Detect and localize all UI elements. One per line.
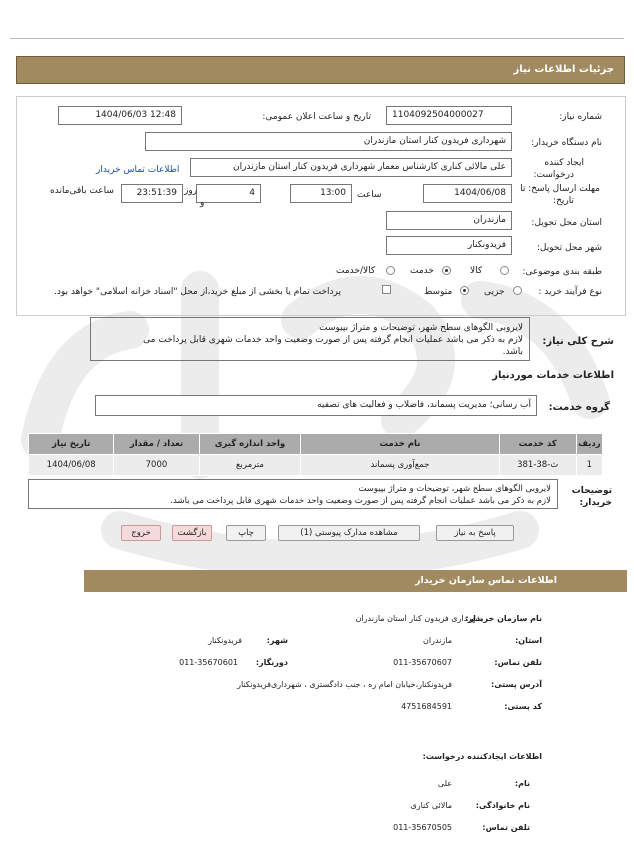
need-number-label: شماره نیاز: [559,112,602,122]
page-header [16,56,625,84]
contact-fax-label: دورنگار: [255,658,288,667]
creator-field: علی مالائی کناری کارشناس معمار شهرداری فریدون کنار استان مازندران [190,158,512,177]
contact-phone-label: تلفن تماس: [494,658,542,667]
remaining-label: ساعت باقی‌مانده [50,186,114,196]
contact-postal-label: کد پستی: [504,702,542,711]
process-radio-medium[interactable] [460,286,469,295]
treasury-payment-note: پرداخت تمام یا بخشی از مبلغ خرید،از محل "اسناد خزانه اسلامی" خواهد بود. [54,287,342,297]
and-label: و [200,198,205,208]
cell-unit: مترمربع [199,455,301,476]
cell-row: 1 [576,455,602,476]
col-unit: واحد اندازه گیری [199,434,301,455]
summary-label: شرح کلی نیاز: [542,336,614,347]
contact-postal-value: 4751684591 [401,702,452,711]
remaining-time-field: 23:51:39 [121,184,183,203]
deadline-label-1: مهلت ارسال پاسخ: تا [520,184,600,194]
reply-button[interactable]: پاسخ به نیاز [436,525,514,541]
process-radio-minor[interactable] [513,286,522,295]
deadline-date-field: 1404/06/08 [423,184,512,203]
summary-line-3: باشد. [502,347,523,357]
contact-org-value: شهرداری فریدون کنار استان مازندران [355,614,482,623]
top-divider [10,38,624,39]
exit-button[interactable]: خروج [121,525,161,541]
city-label: شهر محل تحویل: [536,243,602,253]
creator-label-2: درخواست: [533,170,574,180]
services-table [28,433,603,476]
contact-address-value: فریدونکنار،خیابان امام ره ، جنب دادگستری ، شهرداری‌فریدونکنار [237,680,452,689]
buyer-contact-link[interactable]: اطلاعات تماس خریدار [96,165,180,175]
contact-city-label: شهر: [266,636,288,645]
deadline-label-2: تاریخ: [553,196,574,206]
city-field: فریدونکنار [386,236,512,255]
print-button[interactable]: چاپ [226,525,266,541]
category-label: طبقه بندی موضوعی: [522,267,602,277]
service-group-label: گروه خدمت: [548,402,610,413]
creator-info-title: اطلاعات ایجادکننده درخواست: [422,752,542,761]
contact-address-label: آدرس پستی: [491,680,542,689]
contact-province-label: استان: [515,636,542,645]
creator-label-1: ایجاد کننده [544,158,584,168]
buyer-notes-label-1: توضیحات [571,486,612,496]
table-row [29,455,603,476]
col-service-name: نام خدمت [301,434,499,455]
creator-phone-value: 011-35670505 [393,823,452,832]
buyer-notes-box [28,479,558,509]
category-option-service: خدمت [410,266,434,276]
process-label: نوع فرآیند خرید : [538,287,602,297]
cell-service-name: جمع‌آوری پسماند [301,455,499,476]
buyer-notes-label-2: خریدار: [579,498,612,508]
contact-province-value: مازندران [423,636,452,645]
creator-phone-label: تلفن تماس: [482,823,530,832]
announce-date-label: تاریخ و ساعت اعلان عمومی: [262,112,371,122]
days-label: روز [184,186,198,196]
cell-need-date: 1404/06/08 [29,455,114,476]
cell-service-code: ث-38-381 [499,455,576,476]
cell-quantity: 7000 [114,455,199,476]
summary-line-1: لایروبی الگوهای سطح شهر، توضیحات و متراژ بپیوست [319,323,523,333]
page-title: جزئیات اطلاعات نیاز [513,64,614,75]
contact-fax-value: 011-35670601 [179,658,238,667]
category-radio-goods[interactable] [500,266,509,275]
creator-name-label: نام: [514,779,530,788]
remaining-days-field: 4 [196,184,261,203]
col-service-code: کد خدمت [499,434,576,455]
category-option-goods: کالا [470,266,483,276]
col-row: ردیف [576,434,602,455]
treasury-payment-checkbox[interactable] [382,285,391,294]
province-label: استان محل تحویل: [531,218,602,228]
back-button[interactable]: بازگشت [172,525,212,541]
services-info-title: اطلاعات خدمات موردنیاز [492,370,614,381]
contact-section-title: اطلاعات تماس سازمان خریدار [414,575,557,586]
category-radio-service[interactable] [442,266,451,275]
buyer-notes-line-1: لایروبی الگوهای سطح شهر، توضیحات و متراژ بپیوست [358,484,551,494]
buyer-org-field: شهرداری فریدون کنار استان مازندران [145,132,512,151]
deadline-time-label: ساعت [357,190,382,200]
summary-box [90,317,530,361]
process-option-medium: متوسط [424,287,453,297]
process-option-minor: جزیی [484,287,505,297]
table-header-row [29,434,603,455]
need-number-field: 1104092504000027 [386,106,512,125]
attachments-button[interactable]: مشاهده مدارک پیوستی (1) [278,525,420,541]
col-quantity: تعداد / مقدار [114,434,199,455]
contact-section-header [84,570,627,592]
creator-family-value: مالائی کناری [410,801,452,810]
buyer-org-label: نام دستگاه خریدار: [531,138,602,148]
contact-city-value: فریدونکنار [208,636,242,645]
province-field: مازندران [386,211,512,230]
buyer-notes-line-2: لازم به ذکر می باشد عملیات انجام گرفته پس از صورت وضعیت واحد خدمات شهری قابل پرداخت می باشد. [170,496,551,506]
contact-phone-value: 011-35670607 [393,658,452,667]
creator-name-value: علی [437,779,452,788]
col-need-date: تاریخ نیاز [29,434,114,455]
deadline-time-field: 13:00 [290,184,352,203]
service-group-field: آب رسانی؛ مدیریت پسماند، فاضلاب و فعالیت های تصفیه [95,395,537,416]
summary-line-2: لازم به ذکر می باشد عملیات انجام گرفته پس از صورت وضعیت واحد خدمات شهری قابل پرداخت می [143,335,523,345]
creator-family-label: نام خانوادگی: [475,801,530,810]
category-radio-both[interactable] [386,266,395,275]
contact-org-label: نام سازمان خریدار: [465,614,542,623]
announce-date-field: 1404/06/03 12:48 [58,106,182,125]
need-details-panel [16,96,626,316]
category-option-both: کالا/خدمت [336,266,376,276]
